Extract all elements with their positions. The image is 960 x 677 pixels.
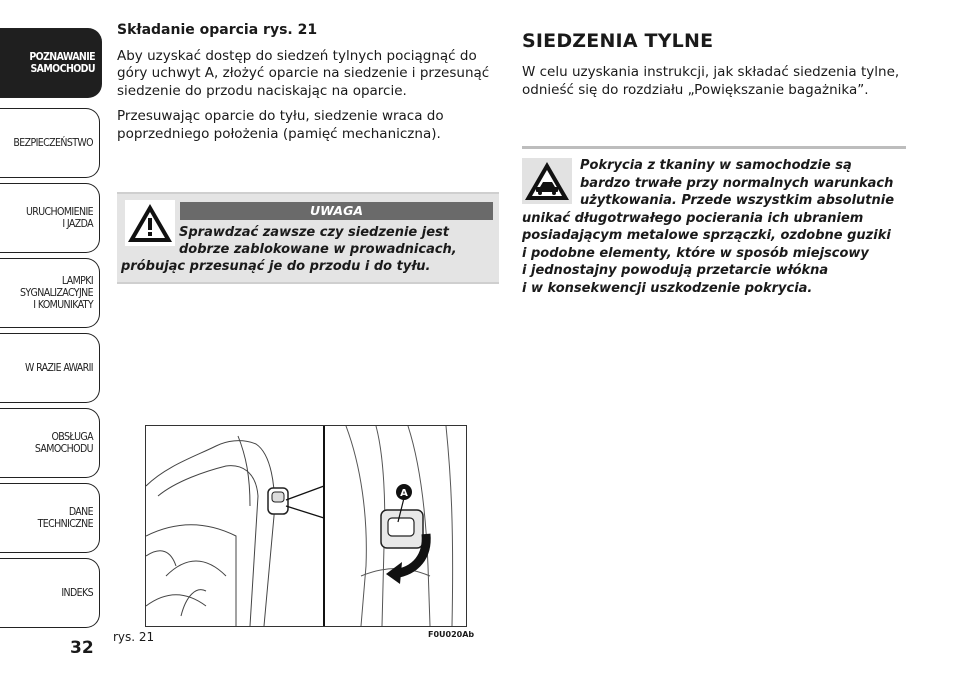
tab-label: POZNAWANIE SAMOCHODU [29, 51, 95, 75]
tab-label: LAMPKI SYGNALIZACYJNE I KOMUNIKATY [19, 275, 93, 311]
warning-text [121, 224, 493, 275]
figure-seat-illustration [145, 425, 467, 627]
note-line: posiadającym metalowe sprzączki, ozdobne guziki [522, 228, 891, 243]
tab-w-razie-awarii[interactable] [0, 333, 100, 403]
paragraph: W celu uzyskania instrukcji, jak składać siedzenia tylne, odnieść się do rozdziału „Powiększanie bagażnika”. [522, 64, 900, 98]
tab-indeks[interactable] [0, 558, 100, 628]
note-line: bardzo trwałe przy normalnych warunkach [580, 175, 894, 191]
left-column [117, 22, 497, 151]
tab-label: BEZPIECZEŃSTWO [13, 137, 93, 149]
tab-label: W RAZIE AWARII [24, 362, 93, 374]
tab-poznawanie-samochodu[interactable] [0, 28, 102, 98]
page-title: SIEDZENIA TYLNE [522, 30, 714, 52]
right-column [522, 30, 912, 99]
figure-caption: rys. 21 [113, 630, 155, 644]
warning-line: próbując przesunąć je do przodu i do tyłu. [121, 259, 431, 274]
warning-line: dobrze zablokowane w prowadnicach, [179, 242, 457, 257]
figure-code: F0U020Ab [428, 630, 475, 639]
tab-obsluga-samochodu[interactable] [0, 408, 100, 478]
tab-lampki[interactable] [0, 258, 100, 328]
tab-label: URUCHOMIENIE I JAZDA [25, 206, 93, 230]
note-line: Pokrycia z tkaniny w samochodzie są [580, 158, 852, 173]
page-number: 32 [70, 638, 94, 658]
note-line: i w konsekwencji uszkodzenie pokrycia. [522, 280, 813, 296]
warning-label: UWAGA [180, 202, 493, 220]
seat-drawing [146, 426, 466, 626]
note-line: i jednostajny powodują przetarcie włókna [522, 263, 829, 278]
note-box [522, 146, 908, 297]
paragraph: Aby uzyskać dostęp do siedzeń tylnych pociągnąć do góry uchwyt A, złożyć oparcie na siedzenie i przesunąć siedzenie do przodu naciskając na oparcie. [117, 47, 490, 99]
tab-bezpieczenstwo[interactable] [0, 108, 100, 178]
tab-label: DANE TECHNICZNE [37, 506, 93, 530]
divider [522, 146, 906, 149]
note-line: unikać długotrwałego pocierania ich ubraniem [522, 210, 864, 226]
note-text [522, 157, 908, 297]
tab-label: INDEKS [61, 587, 93, 599]
tab-dane-techniczne[interactable] [0, 483, 100, 553]
figure-marker-a: A [400, 488, 408, 499]
note-line: i podobne elementy, które w sposób miejscowy [522, 245, 869, 261]
note-line: użytkowania. Przede wszystkim absolutnie [580, 193, 895, 208]
tab-label: OBSŁUGA SAMOCHODU [34, 431, 93, 455]
warning-box [117, 192, 499, 284]
section-heading: Składanie oparcia rys. 21 [117, 22, 318, 38]
paragraph: Przesuwając oparcie do tyłu, siedzenie wraca do poprzedniego położenia (pamięć mechaniczna). [117, 108, 444, 142]
tab-uruchomienie-i-jazda[interactable] [0, 183, 100, 253]
car-caution-icon [522, 158, 572, 204]
warning-line: Sprawdzać zawsze czy siedzenie jest [179, 225, 449, 240]
